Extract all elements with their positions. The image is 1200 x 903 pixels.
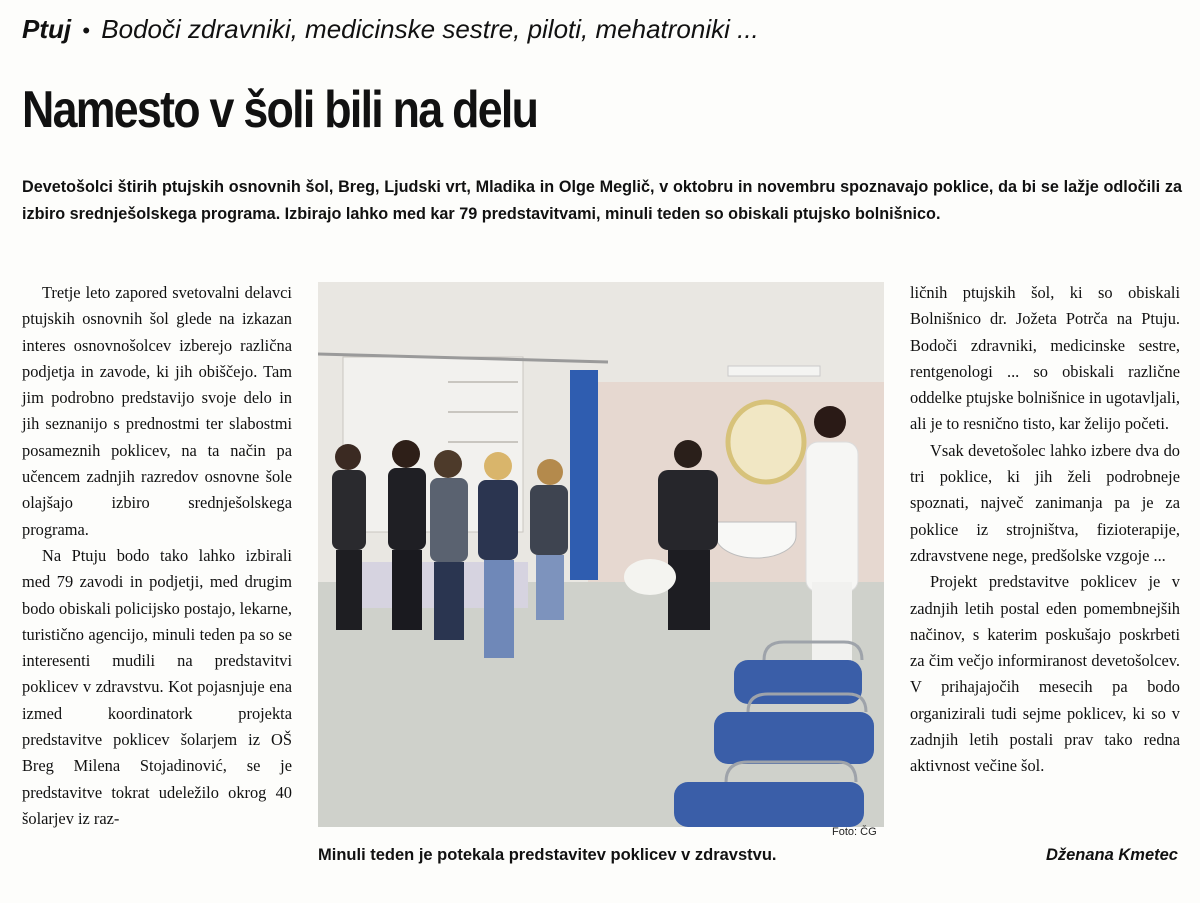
author-byline: Dženana Kmetec (1045, 846, 1178, 864)
lead-paragraph: Devetošolci štirih ptujskih osnovnih šol, Breg, Ljudski vrt, Mladika in Olge Meglič, v oktobru in novembru spoznavajo poklice, da bi se lažje odločili za izbiro srednješolskega programa. Izbirajo lahko med kar 79 predstavitvami, minuli teden so obiskali ptujsko bolnišnico. (22, 178, 1182, 223)
headline: Namesto v šoli bili na delu (22, 81, 538, 139)
article-photo (318, 282, 884, 827)
right-paragraph-1: ličnih ptujskih šol, ki so obiskali Bolnišnico dr. Jožeta Potrča na Ptuju. Bodoči zdravniki, medicinske sestre, rentgenologi ... so obiskali različne oddelke ptujske bolnišnice in ugotavljali, ali je to resnično tisto, kar želijo početi. (910, 283, 1180, 434)
left-column (22, 280, 292, 832)
kicker-line (22, 14, 759, 45)
right-paragraph-2: Vsak devetošolec lahko izbere dva do tri poklice, ki jih želi podrobneje spoznati, največ zanimanja pa je za poklice iz strojništva, fizioterapije, zdravstvene nege, predšolske vzgoje ... (910, 440, 1180, 565)
photo-lamp (728, 366, 820, 376)
left-paragraph-2: Na Ptuju bodo tako lahko izbirali med 79 zavodi in podjetji, med drugim bodo obiskali policijsko postajo, lekarne, turistično agencijo, minuli teden pa so se interesenti mudili na predstavitvi poklicev v zdravstvu. Kot pojasnjuje ena izmed koordinatork projekta predstavitve poklicev šolarjem iz OŠ Breg Milena Stojadinović, se je predstavitve tokrat udeležilo okrog 40 šolarjev iz raz- (22, 545, 292, 828)
left-paragraph-1: Tretje leto zapored svetovalni delavci ptujskih osnovnih šol glede na izkazan interes osnovnošolcev izberejo različna podjetja in zavode, ki jih obiščejo. Tam jim podrobno predstavijo svoje delo in jih seznanijo s prednostmi ter slabostmi posameznih poklicev, na ta način pa učencem zadnjih razredov osnovne šole olajšajo izbiro srednješolskega programa. (22, 283, 292, 539)
photo-mirror (728, 402, 804, 482)
photo-nurse (806, 406, 858, 672)
photo-curtain (570, 370, 598, 580)
kicker-location: Ptuj (22, 14, 72, 44)
photo-caption: Minuli teden je potekala predstavitev poklicev v zdravstvu. (318, 846, 777, 864)
right-paragraph-3: Projekt predstavitve poklicev je v zadnjih letih postal eden pomembnejših načinov, s katerim poskušajo poskrbeti za čim večjo informiranost devetošolcev. V prihajajočih mesecih pa bodo organizirali tudi sejme poklicev, ki so v zadnjih letih postali prav tako redna aktivnost večine šol. (910, 572, 1180, 776)
kicker-bullet: • (82, 18, 91, 43)
kicker-text: Bodoči zdravniki, medicinske sestre, piloti, mehatroniki ... (101, 14, 759, 44)
photo-credit: Foto: ČG (832, 826, 877, 838)
right-column (910, 280, 1180, 780)
photo-illustration (318, 282, 884, 827)
